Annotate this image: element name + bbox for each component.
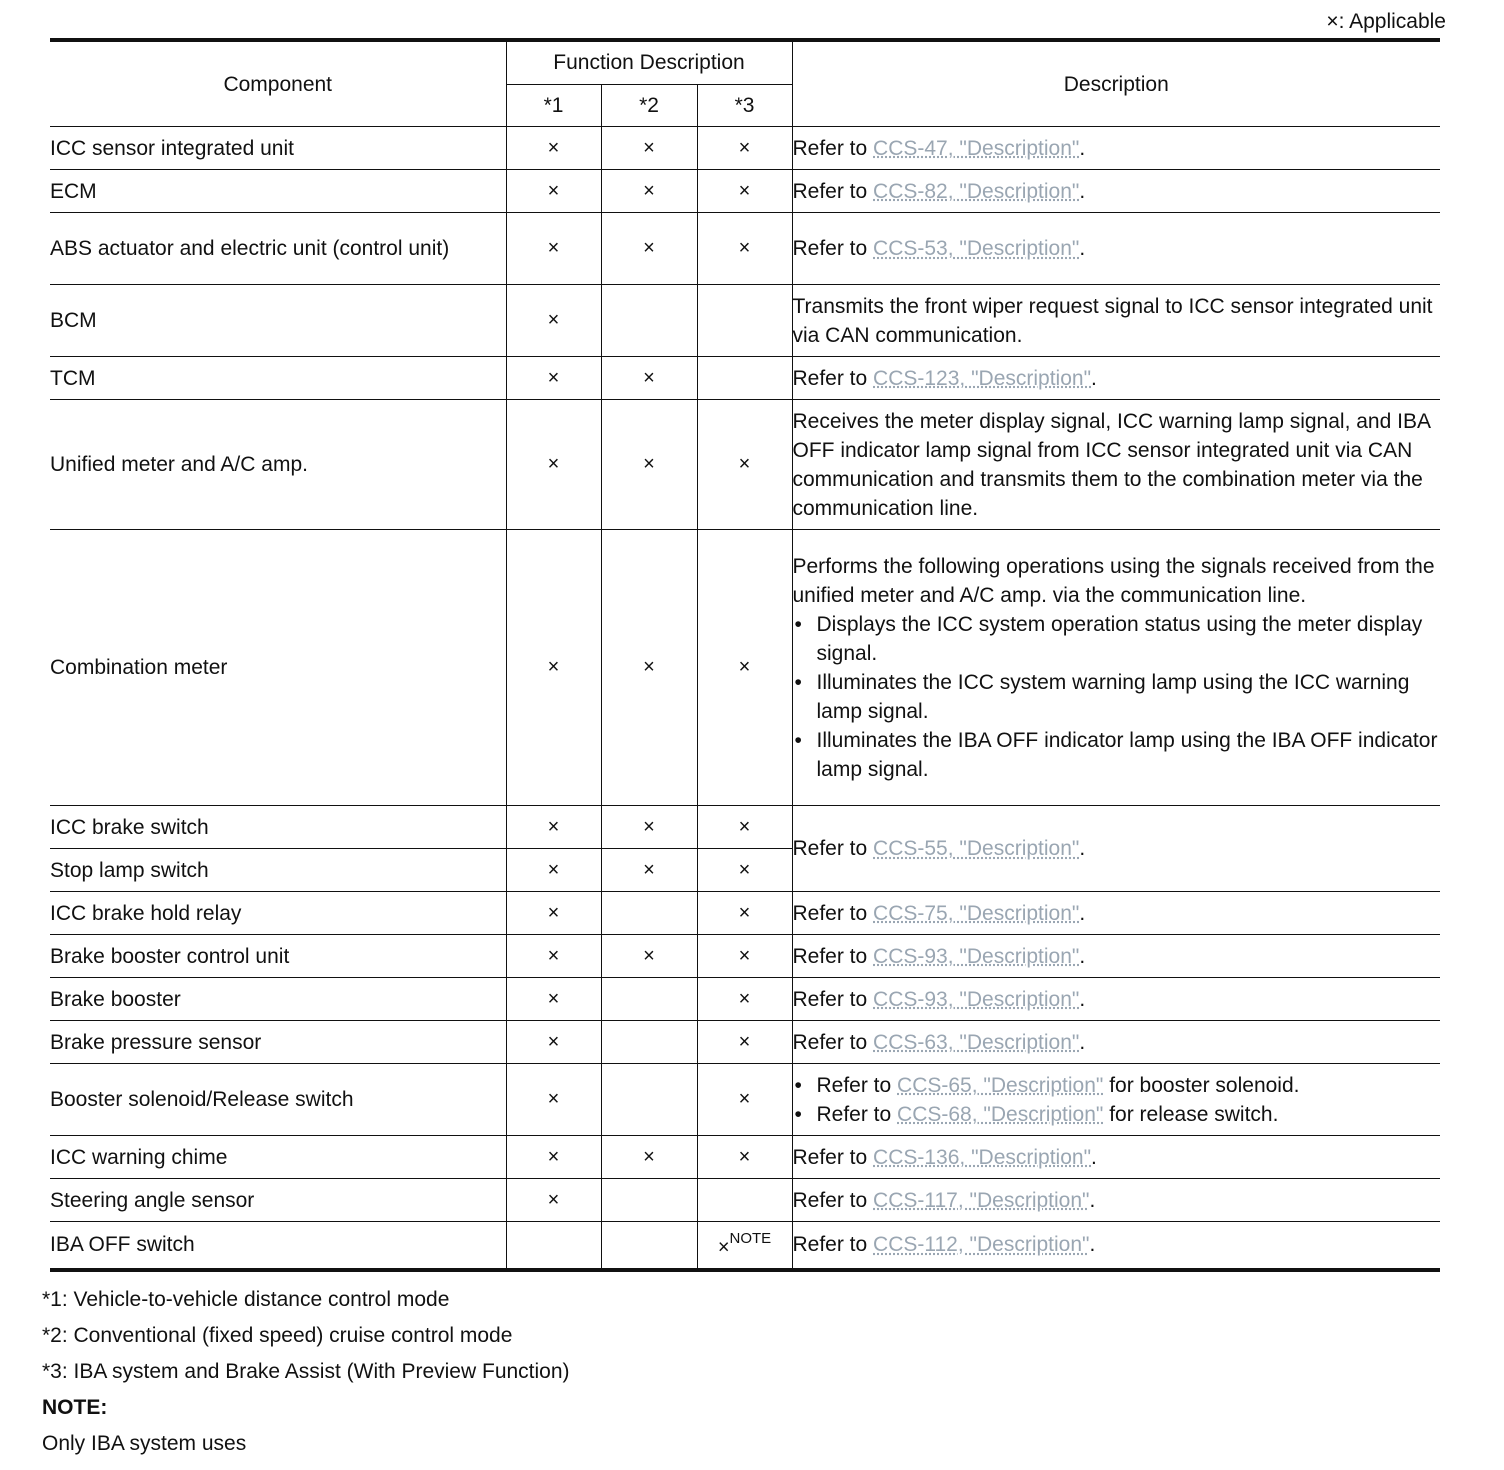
desc-text: . [1089, 1188, 1096, 1212]
mark-f1: × [506, 400, 601, 530]
description-cell [792, 1136, 1440, 1179]
reference-link[interactable]: CCS-55, "Description" [873, 837, 1080, 860]
component-cell: Steering angle sensor [50, 1179, 506, 1222]
mark-f1: × [506, 127, 601, 170]
list-item: • Illuminates the ICC system warning lamp using the ICC warning lamp signal. [793, 668, 1441, 726]
component-cell: ICC sensor integrated unit [50, 127, 506, 170]
mark-f3: × [697, 1136, 792, 1179]
mark-f3: × [717, 1236, 730, 1259]
description-cell: Receives the meter display signal, ICC warning lamp signal, and IBA OFF indicator lamp signal from ICC sensor integrated unit via CAN communication and transmits them to the combination meter via the communication line. [792, 400, 1440, 530]
mark-f1: × [506, 935, 601, 978]
table-row [50, 285, 1440, 357]
mark-f3 [697, 1179, 792, 1222]
table-row [50, 935, 1440, 978]
table-row [50, 1021, 1440, 1064]
component-function-table [50, 38, 1440, 1272]
header-function-description: Function Description [506, 40, 792, 84]
component-cell: ECM [50, 170, 506, 213]
table-row [50, 1064, 1440, 1136]
mark-f1: × [506, 849, 601, 892]
mark-f2 [601, 1179, 697, 1222]
footnotes [42, 1282, 570, 1462]
mark-f3-cell [697, 1222, 792, 1270]
desc-text: . [1079, 179, 1086, 203]
reference-link[interactable]: CCS-75, "Description" [873, 901, 1080, 925]
description-cell [792, 1179, 1440, 1222]
description-cell [792, 1064, 1440, 1136]
bullet-list [793, 610, 1441, 784]
mark-f1: × [506, 978, 601, 1021]
mark-f1: × [506, 357, 601, 400]
reference-link[interactable]: CCS-65, "Description" [897, 1073, 1104, 1097]
desc-text: Refer to [792, 944, 874, 968]
description-cell [792, 127, 1440, 170]
description-cell [792, 170, 1440, 213]
desc-text: Refer to [792, 1145, 874, 1169]
desc-text: . [1089, 1233, 1096, 1257]
component-cell: Unified meter and A/C amp. [50, 400, 506, 530]
mark-f2 [601, 892, 697, 935]
description-cell [792, 978, 1440, 1021]
desc-text: . [1079, 901, 1086, 925]
component-cell: Booster solenoid/Release switch [50, 1064, 506, 1136]
header-f1: *1 [506, 84, 601, 126]
mark-f1: × [506, 1064, 601, 1136]
list-item: • Illuminates the IBA OFF indicator lamp using the IBA OFF indicator lamp signal. [793, 726, 1441, 784]
mark-f2: × [601, 935, 697, 978]
desc-text: Refer to [792, 1030, 874, 1054]
desc-text: Refer to [792, 136, 874, 160]
table-row [50, 1222, 1440, 1270]
list-item [793, 1071, 1441, 1100]
reference-link[interactable]: CCS-136, "Description" [873, 1145, 1092, 1169]
desc-text: . [1079, 136, 1086, 160]
desc-intro: Performs the following operations using the signals received from the unified meter and A/C amp. via the communication line. [792, 554, 1435, 607]
component-cell: ICC brake switch [50, 806, 506, 849]
reference-link[interactable]: CCS-93, "Description" [873, 987, 1080, 1011]
mark-f3: × [697, 849, 792, 892]
table-row [50, 400, 1440, 530]
table-row [50, 1179, 1440, 1222]
desc-text: . [1091, 1145, 1097, 1169]
reference-link[interactable]: CCS-112, "Description" [873, 1233, 1090, 1257]
table-row [50, 213, 1440, 285]
mark-f2: × [601, 170, 697, 213]
mark-f2: × [601, 127, 697, 170]
mark-f2: × [601, 400, 697, 530]
desc-text: Refer to [792, 837, 874, 860]
component-cell: Stop lamp switch [50, 849, 506, 892]
reference-link[interactable]: CCS-68, "Description" [897, 1102, 1104, 1126]
component-cell: Brake booster [50, 978, 506, 1021]
description-cell [792, 935, 1440, 978]
applicable-legend: ×: Applicable [1326, 10, 1446, 33]
bullet-list [793, 1071, 1441, 1129]
mark-f1: × [506, 170, 601, 213]
component-cell: Combination meter [50, 530, 506, 806]
mark-f2 [601, 285, 697, 357]
mark-f3: × [697, 935, 792, 978]
list-item [793, 1100, 1441, 1129]
mark-f1: × [506, 213, 601, 285]
component-cell: Brake pressure sensor [50, 1021, 506, 1064]
table-row [50, 127, 1440, 170]
mark-f1: × [506, 530, 601, 806]
description-cell [792, 892, 1440, 935]
desc-text: Refer to [816, 1102, 898, 1126]
desc-text: Refer to [792, 901, 874, 925]
note-title: NOTE: [42, 1396, 108, 1419]
mark-f2: × [601, 1136, 697, 1179]
mark-f2: × [601, 849, 697, 892]
mark-f1: × [506, 892, 601, 935]
header-f3: *3 [697, 84, 792, 126]
desc-text: Refer to [792, 237, 874, 260]
footnote-3: *3: IBA system and Brake Assist (With Preview Function) [42, 1360, 570, 1383]
mark-f1: × [506, 1021, 601, 1064]
description-cell [792, 530, 1440, 806]
mark-f1: × [506, 806, 601, 849]
component-cell: TCM [50, 357, 506, 400]
table-row [50, 357, 1440, 400]
description-cell [792, 806, 1440, 892]
desc-text: for release switch. [1103, 1102, 1279, 1126]
mark-f3: × [697, 978, 792, 1021]
desc-text: Refer to [792, 987, 874, 1011]
table-row [50, 170, 1440, 213]
mark-f3: × [697, 806, 792, 849]
mark-f2: × [601, 213, 697, 285]
desc-text: for booster solenoid. [1103, 1073, 1300, 1097]
note-text: Only IBA system uses [42, 1432, 247, 1455]
mark-f3: × [697, 213, 792, 285]
mark-f2: × [601, 530, 697, 806]
component-cell: ICC warning chime [50, 1136, 506, 1179]
mark-f2 [601, 1021, 697, 1064]
mark-f3: × [697, 400, 792, 530]
reference-link[interactable]: CCS-93, "Description" [873, 944, 1080, 968]
reference-link[interactable]: CCS-53, "Description" [873, 237, 1080, 260]
description-cell [792, 1222, 1440, 1270]
description-cell [792, 1021, 1440, 1064]
mark-f3 [697, 285, 792, 357]
table-row [50, 892, 1440, 935]
mark-f2 [601, 978, 697, 1021]
mark-f3: × [697, 530, 792, 806]
desc-text: Refer to [792, 179, 874, 203]
table-row [50, 530, 1440, 806]
footnote-2: *2: Conventional (fixed speed) cruise control mode [42, 1324, 513, 1347]
reference-link[interactable]: CCS-63, "Description" [873, 1030, 1080, 1054]
component-cell: ICC brake hold relay [50, 892, 506, 935]
description-cell [792, 213, 1440, 285]
desc-text: Refer to [792, 366, 874, 390]
component-cell: BCM [50, 285, 506, 357]
reference-link[interactable]: CCS-117, "Description" [873, 1188, 1090, 1212]
desc-text: . [1079, 1030, 1086, 1054]
header-description: Description [792, 40, 1440, 127]
component-cell: Brake booster control unit [50, 935, 506, 978]
mark-f3: × [697, 127, 792, 170]
desc-text: Refer to [792, 1188, 874, 1212]
table-row [50, 806, 1440, 849]
mark-f2: × [601, 806, 697, 849]
reference-link[interactable]: CCS-82, "Description" [873, 179, 1080, 203]
footnote-1: *1: Vehicle-to-vehicle distance control mode [42, 1288, 450, 1311]
desc-text: . [1079, 987, 1086, 1011]
description-cell: Transmits the front wiper request signal to ICC sensor integrated unit via CAN communication. [792, 285, 1440, 357]
desc-text: Refer to [792, 1233, 874, 1257]
table-row [50, 978, 1440, 1021]
desc-text: Refer to [816, 1073, 898, 1097]
mark-f3 [697, 357, 792, 400]
header-component: Component [50, 40, 506, 127]
component-cell: IBA OFF switch [50, 1222, 506, 1270]
note-superscript: NOTE [729, 1229, 772, 1247]
desc-text: . [1079, 944, 1086, 968]
mark-f1: × [506, 1136, 601, 1179]
component-cell: ABS actuator and electric unit (control unit) [50, 213, 506, 285]
mark-f1: × [506, 1179, 601, 1222]
mark-f3: × [697, 1064, 792, 1136]
description-cell [792, 357, 1440, 400]
mark-f3: × [697, 170, 792, 213]
reference-link[interactable]: CCS-47, "Description" [873, 136, 1080, 160]
mark-f2 [601, 1222, 697, 1270]
desc-text: . [1091, 366, 1097, 390]
mark-f3: × [697, 1021, 792, 1064]
reference-link[interactable]: CCS-123, "Description" [873, 366, 1092, 390]
list-item: • Displays the ICC system operation status using the meter display signal. [793, 610, 1441, 668]
desc-text: . [1079, 237, 1086, 260]
mark-f3: × [697, 892, 792, 935]
mark-f2: × [601, 357, 697, 400]
mark-f2 [601, 1064, 697, 1136]
mark-f1: × [506, 285, 601, 357]
header-f2: *2 [601, 84, 697, 126]
mark-f1 [506, 1222, 601, 1270]
desc-text: . [1079, 837, 1086, 860]
table-row [50, 1136, 1440, 1179]
